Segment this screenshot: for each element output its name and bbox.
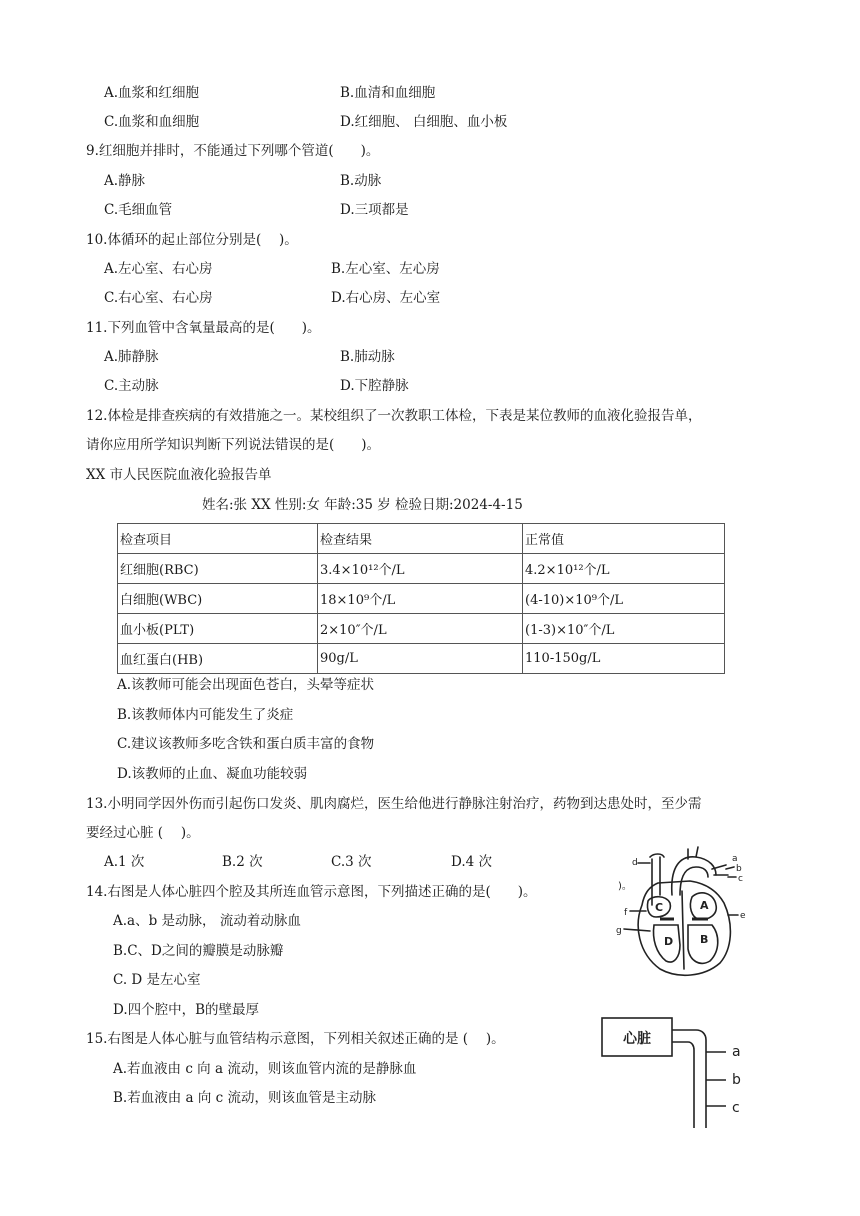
table-cell: 18×10⁹个/L <box>318 584 523 614</box>
heart-chamber-d: D <box>664 935 674 948</box>
table-header-cell: 检查结果 <box>318 524 523 554</box>
heart-label-b: b <box>736 864 742 874</box>
q12-option-a: A.该教师可能会出现面色苍白，头晕等症状 <box>117 677 375 693</box>
table-row <box>118 644 725 674</box>
heart-chamber-a: A <box>700 899 709 912</box>
heart-label-g: g <box>616 926 622 936</box>
q15-option-a: A.若血液由 c 向 a 流动，则该血管内流的是静脉血 <box>113 1061 417 1077</box>
q12-option-c: C.建议该教师多吃含铁和蛋白质丰富的食物 <box>117 736 375 752</box>
q12-stem-line1: 12.体检是排查疾病的有效措施之一。某校组织了一次教职工体检，下表是某位教师的血液化验报告单， <box>86 408 702 424</box>
q8-option-c: C.血浆和血细胞 <box>104 114 200 130</box>
q11-stem: 11.下列血管中含氧量最高的是( )。 <box>86 320 321 336</box>
heart-label-c: c <box>738 874 743 884</box>
q11-option-d: D.下腔静脉 <box>340 378 409 394</box>
heart-diagram <box>608 845 756 985</box>
q10-option-b: B.左心室、左心房 <box>331 261 440 277</box>
q12-option-d: D.该教师的止血、凝血功能较弱 <box>117 766 308 782</box>
report-patient-line: 姓名:张 XX 性别:女 年龄:35 岁 检验日期:2024-4-15 <box>202 497 523 513</box>
heart-stray-text: )。 <box>618 881 632 892</box>
q10-option-c: C.右心室、右心房 <box>104 290 213 306</box>
q8-option-d: D.红细胞、 白细胞、血小板 <box>340 114 508 130</box>
q8-option-b: B.血清和血细胞 <box>340 85 436 101</box>
q9-option-d: D.三项都是 <box>340 202 409 218</box>
q13-stem-line2: 要经过心脏 ( )。 <box>86 825 200 841</box>
heart-label-d: d <box>632 858 638 868</box>
table-row <box>118 584 725 614</box>
heart-box-label: 心脏 <box>623 1031 651 1047</box>
table-header-cell: 检查项目 <box>118 524 318 554</box>
q11-option-a: A.肺静脉 <box>104 349 159 365</box>
table-cell: 血小板(PLT) <box>118 614 318 644</box>
table-cell: 2×10″个/L <box>318 614 523 644</box>
q15-option-b: B.若血液由 a 向 c 流动，则该血管是主动脉 <box>113 1090 376 1106</box>
table-cell: 红细胞(RBC) <box>118 554 318 584</box>
q9-option-c: C.毛细血管 <box>104 202 173 218</box>
table-row <box>118 614 725 644</box>
table-cell: (1-3)×10″个/L <box>523 614 725 644</box>
q12-option-b: B.该教师体内可能发生了炎症 <box>117 707 294 723</box>
table-cell: (4-10)×10⁹个/L <box>523 584 725 614</box>
q13-option-a: A.1 次 <box>104 854 145 870</box>
heart-chamber-b: B <box>700 933 709 946</box>
q9-stem: 9.红细胞并排时，不能通过下列哪个管道( )。 <box>86 143 380 159</box>
q15-stem: 15.右图是人体心脏与血管结构示意图，下列相关叙述正确的是 ( )。 <box>86 1031 505 1047</box>
q10-stem: 10.体循环的起止部位分别是( )。 <box>86 232 298 248</box>
table-header-cell: 正常值 <box>523 524 725 554</box>
q13-option-c: C.3 次 <box>331 854 372 870</box>
q14-option-b: B.C、D之间的瓣膜是动脉瓣 <box>113 943 284 959</box>
q13-stem-line1: 13.小明同学因外伤而引起伤口发炎、肌肉腐烂，医生给他进行静脉注射治疗，药物到达患处时，至少需 <box>86 796 702 812</box>
table-cell: 白细胞(WBC) <box>118 584 318 614</box>
heart-label-f: f <box>624 908 628 918</box>
table-cell: 90g/L <box>318 644 523 674</box>
q10-option-d: D.右心房、左心室 <box>331 290 441 306</box>
q9-option-a: A.静脉 <box>104 173 146 189</box>
blood-report-table <box>117 523 725 674</box>
table-cell: 血红蛋白(HB) <box>118 644 318 674</box>
table-row <box>118 554 725 584</box>
table-cell: 110-150g/L <box>523 644 725 674</box>
q14-option-c: C. D 是左心室 <box>113 972 201 988</box>
q13-option-b: B.2 次 <box>222 854 263 870</box>
heart-chamber-c: C <box>655 901 664 914</box>
q14-option-a: A.a、b 是动脉， 流动着动脉血 <box>113 913 301 929</box>
q9-option-b: B.动脉 <box>340 173 382 189</box>
q11-option-c: C.主动脉 <box>104 378 159 394</box>
vessel-label-b: b <box>732 1072 741 1088</box>
table-cell: 4.2×10¹²个/L <box>523 554 725 584</box>
heart-vessel-diagram <box>598 1012 768 1132</box>
q10-option-a: A.左心室、右心房 <box>104 261 213 277</box>
heart-label-e: e <box>740 911 746 921</box>
table-header-row <box>118 524 725 554</box>
vessel-label-c: c <box>732 1100 740 1116</box>
q14-option-d: D.四个腔中，B的壁最厚 <box>113 1002 260 1018</box>
vessel-label-a: a <box>732 1044 741 1060</box>
report-title: XX 市人民医院血液化验报告单 <box>86 467 272 483</box>
q8-option-a: A.血浆和红细胞 <box>104 85 200 101</box>
q14-stem: 14.右图是人体心脏四个腔及其所连血管示意图，下列描述正确的是( )。 <box>86 884 537 900</box>
q12-stem-line2: 请你应用所学知识判断下列说法错误的是( )。 <box>86 437 381 453</box>
heart-label-a: a <box>732 854 738 864</box>
q13-option-d: D.4 次 <box>451 854 493 870</box>
q11-option-b: B.肺动脉 <box>340 349 395 365</box>
table-cell: 3.4×10¹²个/L <box>318 554 523 584</box>
